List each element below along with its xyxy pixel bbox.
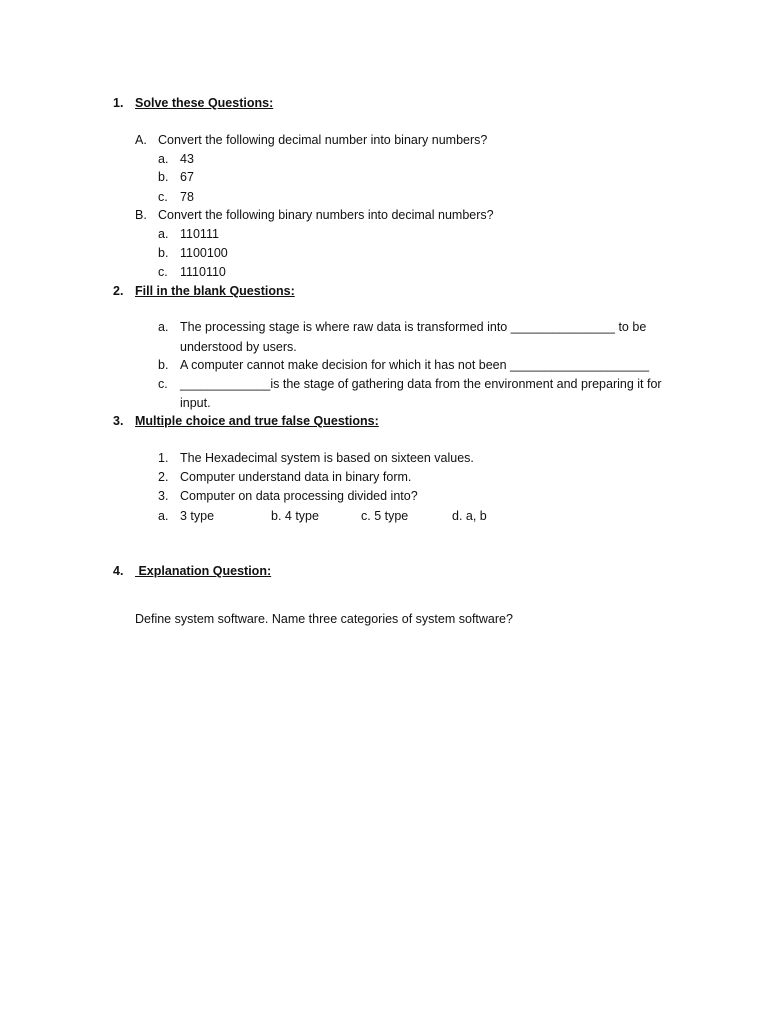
part-a-item-text: 43 [180,152,194,166]
choice-option: c. 5 type [361,509,409,523]
part-b-item-marker: c. [158,265,168,279]
part-b-text: Convert the following binary numbers into decimal numbers? [158,208,494,222]
mc-item-marker: 3. [158,489,169,503]
part-a-marker: A. [135,133,147,147]
part-b-item-text: 1110110 [180,265,226,279]
part-a-item-text: 78 [180,190,194,204]
section-2-heading: Fill in the blank Questions: [135,284,295,298]
part-b-item-marker: a. [158,227,169,241]
part-b-item-marker: b. [158,246,169,260]
mc-item-text: The Hexadecimal system is based on sixteen values. [180,451,474,465]
blank-item-text-continued: understood by users. [180,340,297,354]
mc-item-marker: 2. [158,470,169,484]
section-1-heading: Solve these Questions: [135,96,274,110]
section-3-heading: Multiple choice and true false Questions: [135,414,379,428]
section-3-number: 3. [113,414,124,428]
mc-item-text: Computer understand data in binary form. [180,470,412,484]
blank-item-marker: c. [158,377,168,391]
explanation-question-text: Define system software. Name three categories of system software? [135,612,513,626]
blank-item-marker: a. [158,320,169,334]
blank-item-text: The processing stage is where raw data is transformed into _______________ to be [180,320,647,334]
part-a-item-marker: b. [158,170,169,184]
blank-item-marker: b. [158,358,169,372]
choice-option: d. a, b [452,509,487,523]
blank-item-text: _____________is the stage of gathering data from the environment and preparing it for [180,377,662,391]
choice-marker: a. [158,509,169,523]
part-b-marker: B. [135,208,147,222]
section-2-number: 2. [113,284,124,298]
section-4-heading: Explanation Question: [135,564,272,578]
section-1-number: 1. [113,96,124,110]
mc-item-marker: 1. [158,451,169,465]
blank-item-text: A computer cannot make decision for which it has not been ____________________ [180,358,650,372]
part-a-item-marker: c. [158,190,168,204]
choice-option: b. 4 type [271,509,319,523]
part-a-item-text: 67 [180,170,194,184]
part-b-item-text: 1100100 [180,246,228,260]
part-a-item-marker: a. [158,152,169,166]
part-b-item-text: 110111 [180,227,219,241]
mc-item-text: Computer on data processing divided into? [180,489,418,503]
section-4-number: 4. [113,564,124,578]
choice-option: 3 type [180,509,215,523]
blank-item-text-continued: input. [180,396,211,410]
part-a-text: Convert the following decimal number into binary numbers? [158,133,488,147]
